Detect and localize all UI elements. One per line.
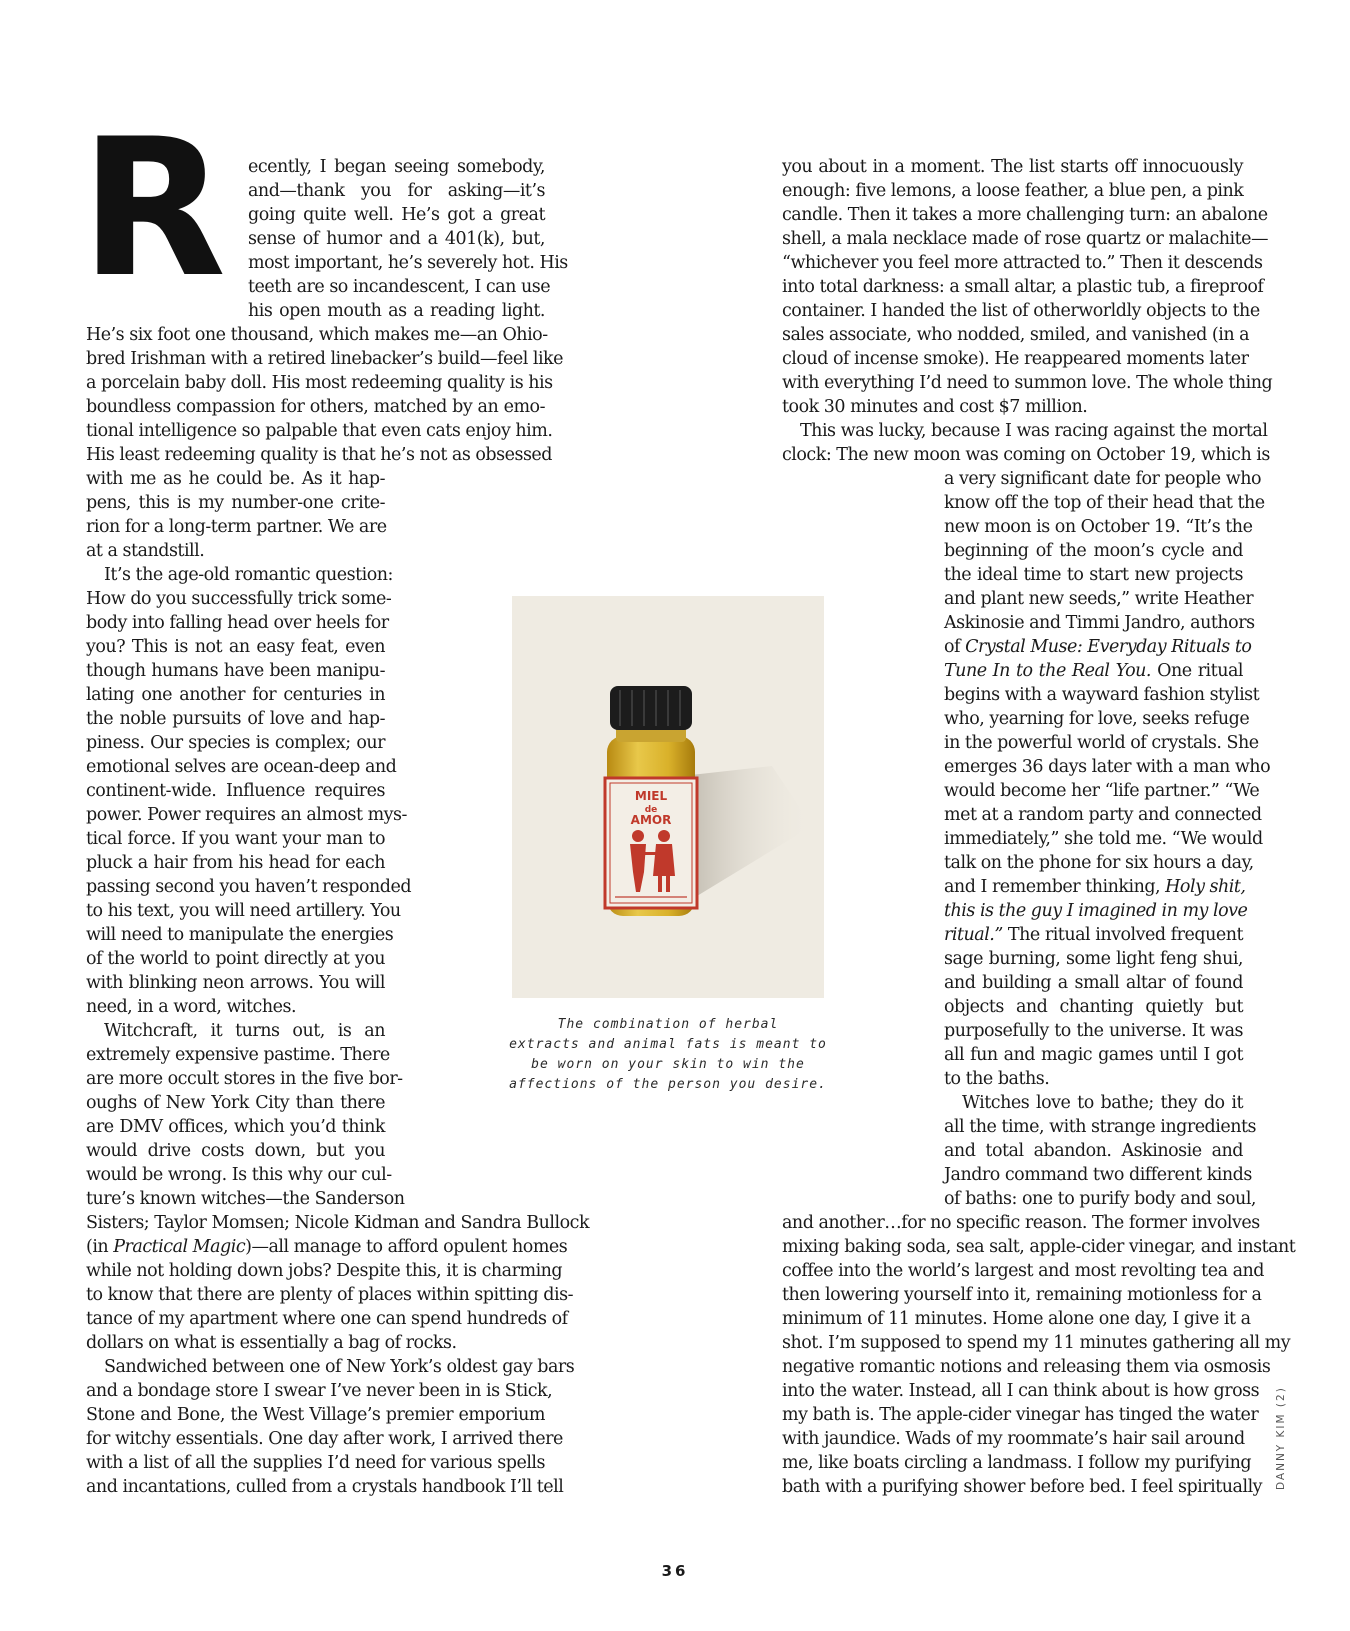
right-text-line: of baths: one to purify body and soul,: [944, 1189, 1256, 1209]
left-text-line: tical force. If you want your man to: [86, 829, 385, 849]
right-text-line: purposefully to the universe. It was: [944, 1021, 1243, 1041]
left-text-line: for witchy essentials. One day after work, I arrived there: [86, 1429, 563, 1449]
left-text-line: lating one another for centuries in: [86, 685, 385, 705]
right-text-line: met at a random party and connected: [944, 805, 1262, 825]
left-text-line: Witchcraft, it turns out, is an: [104, 1021, 385, 1041]
left-text-line: with blinking neon arrows. You will: [86, 973, 385, 993]
left-text-line: He’s six foot one thousand, which makes me—an Ohio-: [86, 325, 548, 345]
right-text-line: to the baths.: [944, 1069, 1050, 1089]
left-text-line: are DMV offices, which you’d think: [86, 1117, 385, 1137]
right-text-line: Tune In to the Real You. One ritual: [944, 661, 1243, 681]
left-text-line: the noble pursuits of love and hap-: [86, 709, 385, 729]
right-text-line: emerges 36 days later with a man who: [944, 757, 1271, 777]
right-text-line: Jandro command two different kinds: [944, 1165, 1252, 1185]
right-text-line: enough: five lemons, a loose feather, a blue pen, a pink: [782, 181, 1244, 201]
right-text-line: cloud of incense smoke). He reappeared moments later: [782, 349, 1249, 369]
right-text-line: in the powerful world of crystals. She: [944, 733, 1259, 753]
label-word-3: AMOR: [630, 813, 672, 827]
product-photo: [512, 596, 824, 998]
left-text-line: and a bondage store I swear I’ve never been in is Stick,: [86, 1381, 553, 1401]
right-text-line: sage burning, some light feng shui,: [944, 949, 1243, 969]
right-text-line: with everything I’d need to summon love. The whole thing: [782, 373, 1273, 393]
left-text-line: to know that there are plenty of places within spitting dis-: [86, 1285, 573, 1305]
left-text-line: tance of my apartment where one can spend hundreds of: [86, 1309, 568, 1329]
left-text-line: boundless compassion for others, matched by an emo-: [86, 397, 545, 417]
left-text-line: need, in a word, witches.: [86, 997, 297, 1017]
left-text-line: going quite well. He’s got a great: [248, 205, 545, 225]
right-text-line: bath with a purifying shower before bed. I feel spiritually: [782, 1477, 1263, 1497]
left-text-line: Stone and Bone, the West Village’s premier emporium: [86, 1405, 545, 1425]
left-text-line: How do you successfully trick some-: [86, 589, 392, 609]
left-text-line: and incantations, culled from a crystals handbook I’ll tell: [86, 1477, 564, 1497]
left-text-line: you? This is not an easy feat, even: [86, 637, 385, 657]
right-text-line: This was lucky, because I was racing against the mortal: [800, 421, 1268, 441]
right-text-line: you about in a moment. The list starts off innocuously: [782, 157, 1243, 177]
left-text-line: passing second you haven’t responded: [86, 877, 412, 897]
right-text-line: the ideal time to start new projects: [944, 565, 1243, 585]
left-text-line: It’s the age-old romantic question:: [104, 565, 393, 585]
right-text-line: container. I handed the list of otherworldly objects to the: [782, 301, 1260, 321]
left-text-line: piness. Our species is complex; our: [86, 733, 385, 753]
right-text-line: begins with a wayward fashion stylist: [944, 685, 1260, 705]
caption-line: be worn on your skin to win the: [531, 1057, 805, 1072]
right-text-line: minimum of 11 minutes. Home alone one day, I give it a: [782, 1309, 1251, 1329]
left-text-line: rion for a long-term partner. We are: [86, 517, 387, 537]
right-text-line: with jaundice. Wads of my roommate’s hair sail around: [782, 1429, 1245, 1449]
left-text-line: tional intelligence so palpable that even cats enjoy him.: [86, 421, 553, 441]
right-text-line: Askinosie and Timmi Jandro, authors: [944, 613, 1255, 633]
drop-cap: R: [80, 98, 227, 319]
right-text-line: all the time, with strange ingredients: [944, 1117, 1256, 1137]
left-text-line: pens, this is my number-one crite-: [86, 493, 385, 513]
right-text-line: negative romantic notions and releasing them via osmosis: [782, 1357, 1271, 1377]
left-text-line: Sandwiched between one of New York’s oldest gay bars: [104, 1357, 575, 1377]
right-text-line: clock: The new moon was coming on October 19, which is: [782, 445, 1270, 465]
right-text-line: and total abandon. Askinosie and: [944, 1141, 1243, 1161]
left-text-line: teeth are so incandescent, I can use: [248, 277, 551, 297]
label-word-2: de: [644, 805, 658, 815]
caption-line: extracts and animal fats is meant to: [509, 1037, 827, 1052]
right-text-line: into the water. Instead, all I can think about is how gross: [782, 1381, 1260, 1401]
left-text-line: at a standstill.: [86, 541, 205, 561]
left-text-line: extremely expensive pastime. There: [86, 1045, 390, 1065]
label-word-1: MIEL: [634, 789, 668, 803]
right-text-line: then lowering yourself into it, remaining motionless for a: [782, 1285, 1262, 1305]
left-text-line: his open mouth as a reading light.: [248, 301, 545, 321]
right-text-line: know off the top of their head that the: [944, 493, 1265, 513]
right-text-line: sales associate, who nodded, smiled, and vanished (in a: [782, 325, 1250, 345]
right-text-line: would become her “life partner.” “We: [944, 781, 1260, 801]
left-text-line: will need to manipulate the energies: [86, 925, 394, 945]
left-text-line: would be wrong. Is this why our cul-: [86, 1165, 392, 1185]
right-text-line: immediately,” she told me. “We would: [944, 829, 1263, 849]
right-text-line: and building a small altar of found: [944, 973, 1243, 993]
left-text-line: to his text, you will need artillery. You: [86, 901, 401, 921]
right-text-line: a very significant date for people who: [944, 469, 1262, 489]
right-text-line: my bath is. The apple-cider vinegar has tinged the water: [782, 1405, 1259, 1425]
right-text-line: “whichever you feel more attracted to.” Then it descends: [782, 253, 1263, 273]
right-text-line: talk on the phone for six hours a day,: [944, 853, 1254, 873]
left-text-line: with a list of all the supplies I’d need for various spells: [86, 1453, 545, 1473]
right-text-line: shot. I’m supposed to spend my 11 minutes gathering all my: [782, 1333, 1291, 1353]
right-text-line: and I remember thinking, Holy shit,: [944, 877, 1246, 897]
right-text-line: took 30 minutes and cost $7 million.: [782, 397, 1088, 417]
left-text-line: though humans have been manipu-: [86, 661, 385, 681]
left-text-line: continent-wide. Influence requires: [86, 781, 385, 801]
right-text-line: and another…for no specific reason. The former involves: [782, 1213, 1260, 1233]
right-text-line: new moon is on October 19. “It’s the: [944, 517, 1253, 537]
right-text-line: of Crystal Muse: Everyday Rituals to: [944, 637, 1252, 657]
right-text-line: ritual.” The ritual involved frequent: [944, 925, 1243, 945]
left-text-line: and—thank you for asking—it’s: [248, 181, 545, 201]
right-text-line: candle. Then it takes a more challenging turn: an abalone: [782, 205, 1268, 225]
left-text-line: (in Practical Magic)—all manage to afford opulent homes: [86, 1237, 568, 1257]
right-text-line: this is the guy I imagined in my love: [944, 901, 1248, 921]
right-text-line: objects and chanting quietly but: [944, 997, 1243, 1017]
left-text-line: Sisters; Taylor Momsen; Nicole Kidman and Sandra Bullock: [86, 1213, 590, 1233]
page-number: 36: [661, 1562, 689, 1580]
left-text-line: bred Irishman with a retired linebacker’s build—feel like: [86, 349, 564, 369]
right-text-line: all fun and magic games until I got: [944, 1045, 1243, 1065]
right-text-line: beginning of the moon’s cycle and: [944, 541, 1243, 561]
caption-line: affections of the person you desire.: [509, 1077, 827, 1092]
right-text-line: shell, a mala necklace made of rose quartz or malachite—: [782, 229, 1269, 249]
left-text-line: ecently, I began seeing somebody,: [248, 157, 545, 177]
left-text-line: power. Power requires an almost mys-: [86, 805, 407, 825]
left-text-line: would drive costs down, but you: [86, 1141, 385, 1161]
left-text-line: sense of humor and a 401(k), but,: [248, 229, 545, 249]
oil-bottle-image: [512, 596, 824, 998]
left-text-line: of the world to point directly at you: [86, 949, 385, 969]
caption-line: The combination of herbal: [557, 1017, 779, 1032]
right-text-line: Witches love to bathe; they do it: [962, 1093, 1243, 1113]
left-text-line: are more occult stores in the five bor-: [86, 1069, 403, 1089]
right-text-line: mixing baking soda, sea salt, apple-cider vinegar, and instant: [782, 1237, 1296, 1257]
left-text-line: emotional selves are ocean-deep and: [86, 757, 397, 777]
right-text-line: coffee into the world’s largest and most revolting tea and: [782, 1261, 1264, 1281]
left-text-line: pluck a hair from his head for each: [86, 853, 385, 873]
right-text-line: me, like boats circling a landmass. I follow my purifying: [782, 1453, 1252, 1473]
left-text-line: body into falling head over heels for: [86, 613, 389, 633]
left-text-line: dollars on what is essentially a bag of rocks.: [86, 1333, 457, 1353]
right-text-line: and plant new seeds,” write Heather: [944, 589, 1254, 609]
bottle-shadow: [682, 766, 812, 896]
left-text-line: His least redeeming quality is that he’s not as obsessed: [86, 445, 552, 465]
left-text-line: most important, he’s severely hot. His: [248, 253, 568, 273]
left-text-line: while not holding down jobs? Despite this, it is charming: [86, 1261, 563, 1281]
left-text-line: with me as he could be. As it hap-: [86, 469, 385, 489]
right-text-line: who, yearning for love, seeks refuge: [944, 709, 1250, 729]
left-text-line: ture’s known witches—the Sanderson: [86, 1189, 405, 1209]
right-text-line: into total darkness: a small altar, a plastic tub, a fireproof: [782, 277, 1264, 297]
left-text-line: oughs of New York City than there: [86, 1093, 385, 1113]
photo-credit: DANNY KIM (2): [1275, 1386, 1287, 1490]
left-text-line: a porcelain baby doll. His most redeeming quality is his: [86, 373, 553, 393]
